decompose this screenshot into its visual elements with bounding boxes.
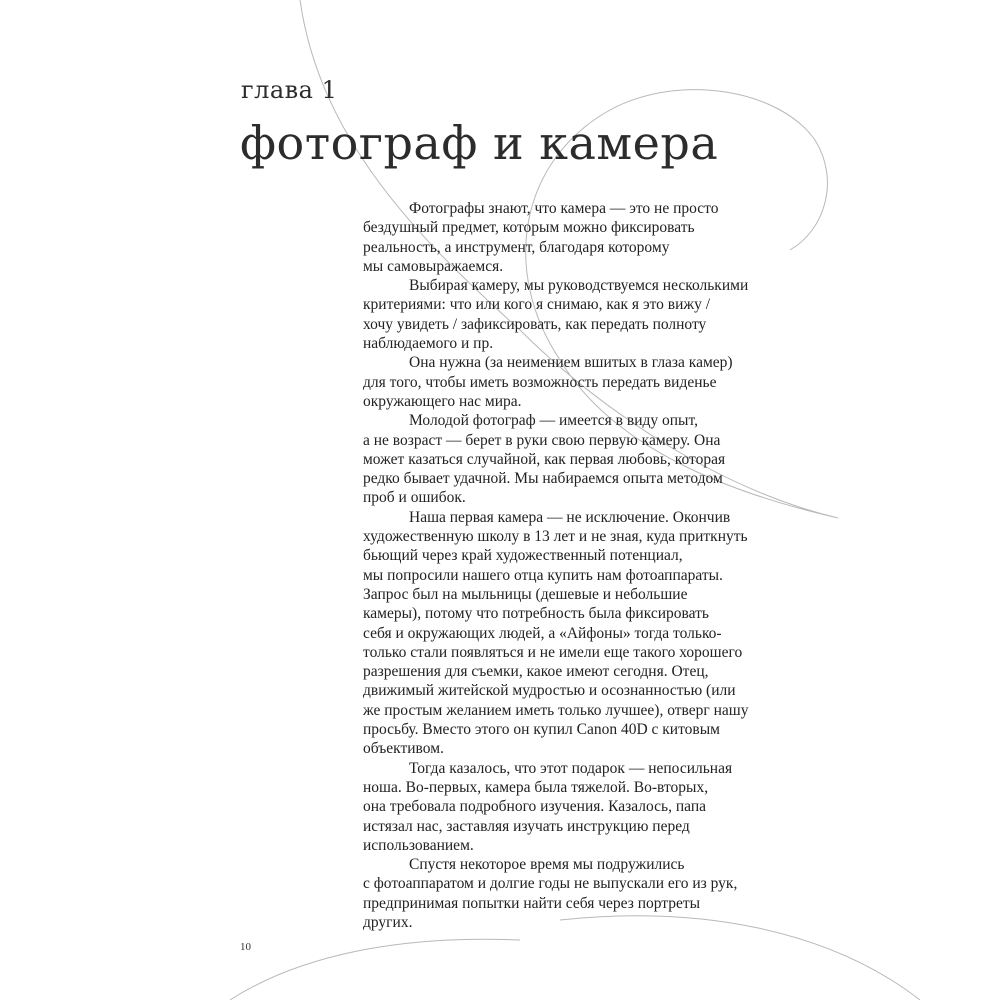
decorative-curve-lower-left (230, 939, 520, 1000)
body-line: бездушный предмет, которым можно фиксировать (363, 219, 695, 237)
body-line: разрешения для съемки, какое имеют сегодня. Отец, (363, 663, 709, 681)
body-line: Наша первая камера — не исключение. Окончив (409, 508, 731, 526)
body-line: наблюдаемого и пр. (363, 335, 494, 353)
body-line: истязал нас, заставляя изучать инструкцию перед (363, 817, 690, 835)
body-line: других. (363, 913, 413, 931)
body-line: хочу увидеть / зафиксировать, как передать полноту (363, 315, 707, 333)
body-line: Она нужна (за неимением вшитых в глаза камер) (409, 354, 733, 372)
body-line: только стали появляться и не имели еще такого хорошего (363, 643, 743, 661)
body-line: мы попросили нашего отца купить нам фотоаппараты. (363, 566, 723, 584)
body-line: может казаться случайной, как первая любовь, которая (363, 450, 726, 468)
body-line: для того, чтобы иметь возможность передать виденье (363, 373, 717, 391)
body-line: Спустя некоторое время мы подружились (409, 856, 685, 874)
body-line: реальность, а инструмент, благодаря которому (363, 238, 670, 256)
body-line: редко бывает удачной. Мы набираемся опыта методом (363, 470, 723, 488)
body-line: ноша. Во-первых, камера была тяжелой. Во-вторых, (363, 778, 709, 796)
chapter-title: фотограф и камера (240, 116, 719, 170)
body-text (363, 199, 793, 932)
body-line: Молодой фотограф — имеется в виду опыт, (409, 412, 698, 430)
body-line: мы самовыражаемся. (363, 257, 504, 275)
body-line: камеры), потому что потребность была фиксировать (363, 605, 709, 623)
page-number: 10 (240, 941, 251, 953)
body-line: Тогда казалось, что этот подарок — непосильная (409, 759, 733, 777)
body-line: Запрос был на мыльницы (дешевые и небольшие (363, 585, 688, 603)
body-line: проб и ошибок. (363, 489, 466, 507)
body-line: художественную школу в 13 лет и не зная, куда приткнуть (363, 528, 748, 546)
body-line: предпринимая попытки найти себя через портреты (363, 894, 701, 912)
body-line: с фотоаппаратом и долгие годы не выпускали его из рук, (363, 875, 738, 893)
body-line: просьбу. Вместо этого он купил Canon 40D с китовым (363, 721, 720, 739)
body-line: критериями: что или кого я снимаю, как я это вижу / (363, 296, 711, 314)
chapter-label: глава 1 (241, 76, 338, 104)
body-line: Фотографы знают, что камера — это не просто (409, 200, 719, 217)
body-line: она требовала подробного изучения. Казалось, папа (363, 798, 707, 816)
body-line: использованием. (363, 836, 474, 854)
body-line: а не возраст — берет в руки свою первую камеру. Она (363, 431, 721, 449)
body-line: объективом. (363, 740, 444, 758)
body-line: бьющий через край художественный потенциал, (363, 547, 683, 565)
body-line: себя и окружающих людей, а «Айфоны» тогда только- (363, 624, 722, 642)
body-line: окружающего нас мира. (363, 392, 522, 410)
body-line: движимый житейской мудростью и осознанностью (или (363, 682, 736, 700)
body-line: Выбирая камеру, мы руководствуемся несколькими (409, 277, 749, 295)
body-line: же простым желанием иметь только лучшее), отверг нашу (363, 701, 749, 719)
